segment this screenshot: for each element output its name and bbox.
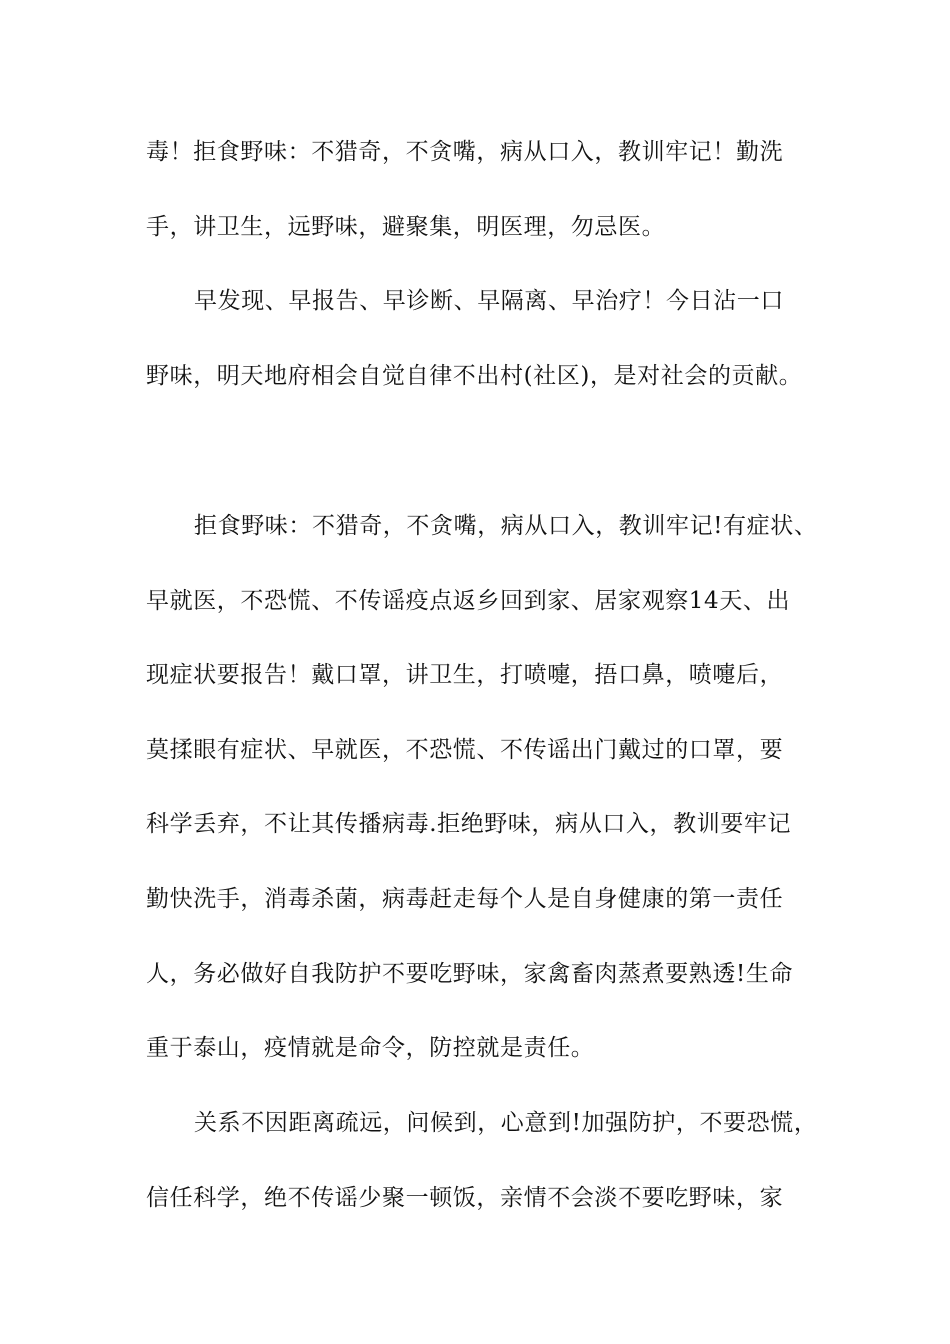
text-line-13: 关系不因距离疏远，问候到，心意到!加强防护，不要恐慌， <box>194 1110 818 1136</box>
text-line-9: 科学丢弃，不让其传播病毒.拒绝野味，病从口入，教训要牢记 <box>146 811 792 837</box>
text-line-8: 莫揉眼有症状、早就医，不恐慌、不传谣出门戴过的口罩，要 <box>146 737 784 763</box>
text-line-11: 人，务必做好自我防护不要吃野味，家禽畜肉蒸煮要熟透!生命 <box>146 961 794 987</box>
text-line-2: 手，讲卫生，远野味，避聚集，明医理，勿忌医。 <box>146 214 666 240</box>
text-line-3: 早发现、早报告、早诊断、早隔离、早治疗！今日沾一口 <box>194 288 784 314</box>
text-line-1: 毒！拒食野味：不猎奇，不贪嘴，病从口入，教训牢记！勤洗 <box>146 139 784 165</box>
text-line-14: 信任科学，绝不传谣少聚一顿饭，亲情不会淡不要吃野味，家 <box>146 1185 784 1211</box>
text-line-4: 野味，明天地府相会自觉自律不出村(社区)，是对社会的贡献。 <box>146 363 803 389</box>
text-line-5: 拒食野味：不猎奇，不贪嘴，病从口入，教训牢记!有症状、 <box>194 513 818 539</box>
text-line-7: 现症状要报告！戴口罩，讲卫生，打喷嚏，捂口鼻，喷嚏后， <box>146 662 784 688</box>
text-line-6: 早就医，不恐慌、不传谣疫点返乡回到家、居家观察14天、出 <box>146 588 791 614</box>
text-line-12: 重于泰山，疫情就是命令，防控就是责任。 <box>146 1035 595 1061</box>
text-line-10: 勤快洗手，消毒杀菌，病毒赶走每个人是自身健康的第一责任 <box>146 886 784 912</box>
